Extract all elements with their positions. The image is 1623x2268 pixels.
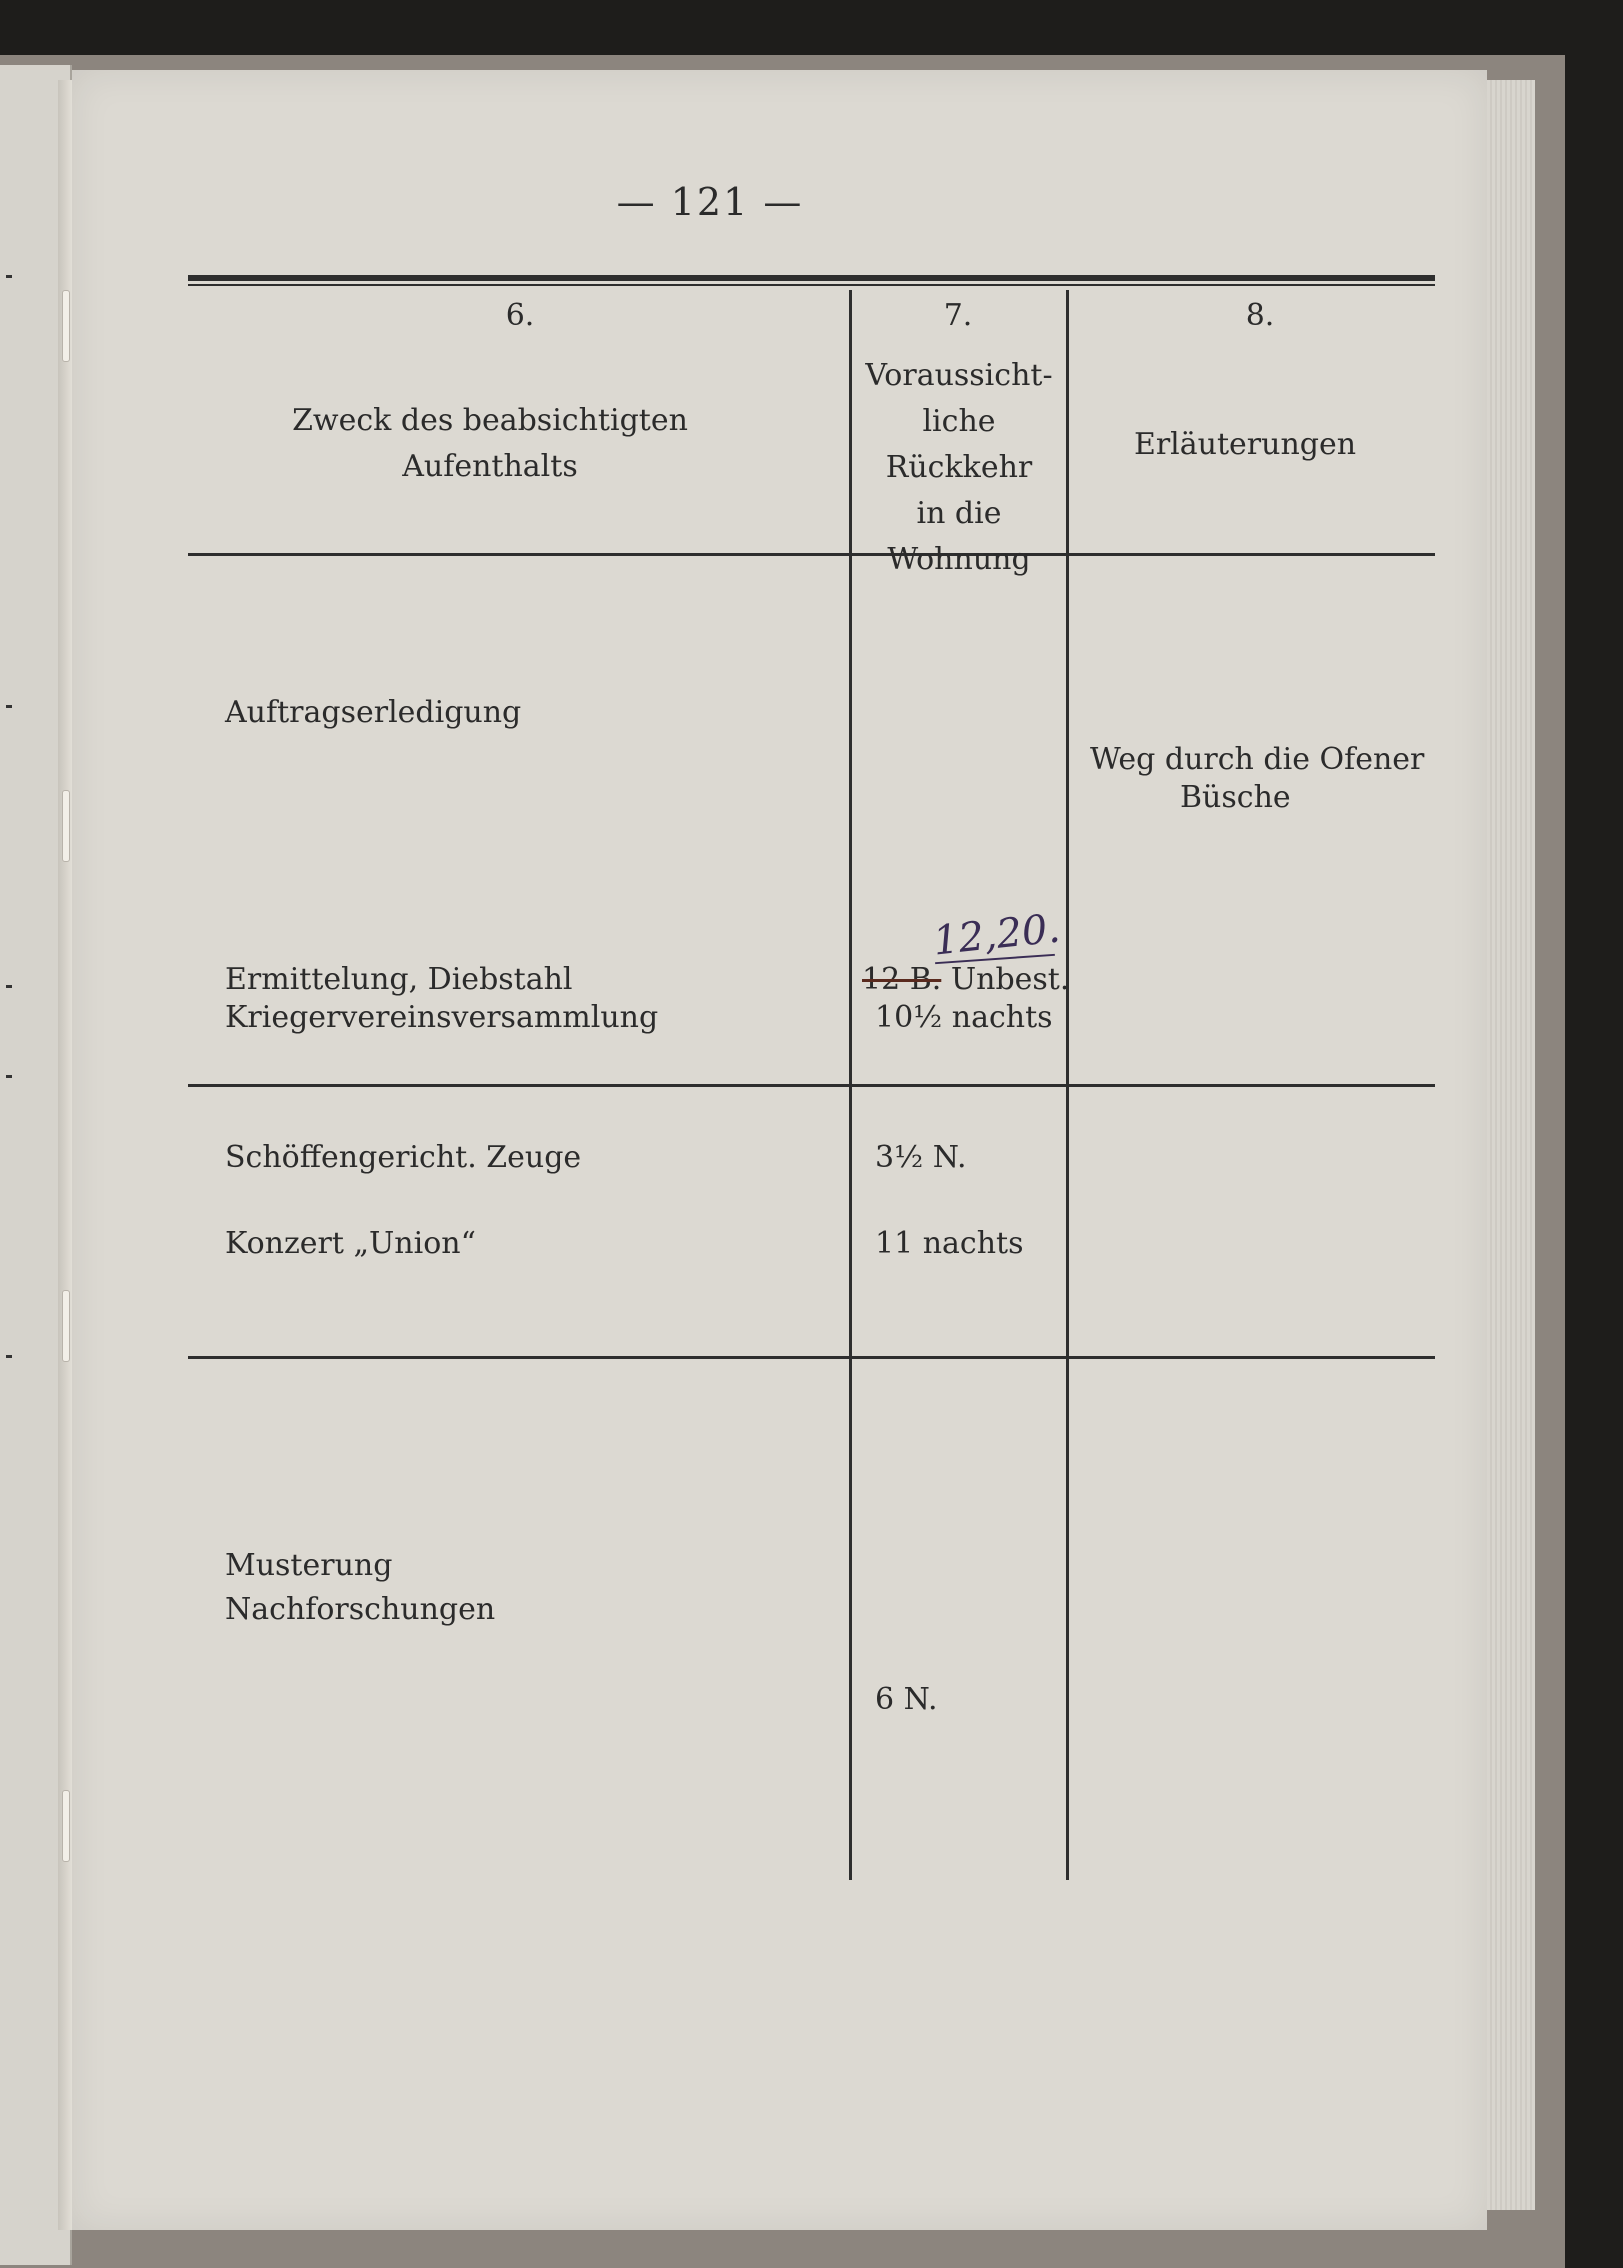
header-line: Voraussicht- bbox=[865, 358, 1053, 393]
purpose-entry: Nachforschungen bbox=[225, 1592, 496, 1627]
return-entry: 3½ N. bbox=[875, 1140, 967, 1175]
purpose-entry: Musterung bbox=[225, 1548, 393, 1583]
section-rule-2 bbox=[188, 1356, 1435, 1359]
return-entry: 10½ nachts bbox=[875, 1000, 1053, 1035]
page-stack-edge bbox=[1487, 80, 1535, 2210]
book-gutter bbox=[58, 80, 72, 2230]
purpose-entry: Kriegervereinsversammlung bbox=[225, 1000, 659, 1035]
section-rule-1 bbox=[188, 1084, 1435, 1087]
column-divider-2 bbox=[1066, 290, 1069, 1880]
purpose-entry: Auftragserledigung bbox=[225, 695, 522, 730]
binding-stitch bbox=[62, 1790, 70, 1862]
column-number-6: 6. bbox=[505, 298, 535, 333]
handwritten-correction: 12,20. bbox=[930, 905, 1063, 965]
return-text: Unbest. bbox=[950, 962, 1070, 997]
return-entry bbox=[862, 962, 1069, 997]
purpose-entry: Konzert „Union“ bbox=[225, 1226, 476, 1261]
binding-stitch bbox=[62, 290, 70, 362]
header-line: liche Rückkehr bbox=[885, 404, 1033, 485]
header-line: Aufenthalts bbox=[402, 449, 578, 484]
column-header-purpose bbox=[230, 398, 750, 490]
header-line: Wohnung bbox=[887, 542, 1031, 577]
table-top-rule-thin bbox=[188, 284, 1435, 286]
return-entry: 11 nachts bbox=[875, 1226, 1024, 1261]
purpose-entry: Ermittelung, Diebstahl bbox=[225, 962, 573, 997]
page-number: — 121 — bbox=[616, 180, 804, 224]
binding-stitch bbox=[62, 1290, 70, 1362]
purpose-entry: Schöffengericht. Zeuge bbox=[225, 1140, 582, 1175]
binding-stitch bbox=[62, 790, 70, 862]
header-line: Zweck des beabsichtigten bbox=[292, 403, 688, 438]
header-rule bbox=[188, 553, 1435, 556]
header-line: Erläuterungen bbox=[1133, 427, 1357, 462]
struck-text: 12 B. bbox=[862, 962, 942, 997]
column-number-8: 8. bbox=[1245, 298, 1275, 333]
column-header-return bbox=[852, 353, 1066, 583]
column-number-7: 7. bbox=[943, 298, 973, 333]
column-header-remarks bbox=[1075, 422, 1415, 468]
remark-entry: Weg durch die Ofener bbox=[1090, 742, 1425, 777]
table-top-rule bbox=[188, 275, 1435, 281]
header-line: in die bbox=[916, 496, 1002, 531]
remark-entry: Büsche bbox=[1180, 780, 1291, 815]
return-entry: 6 N. bbox=[875, 1682, 938, 1717]
